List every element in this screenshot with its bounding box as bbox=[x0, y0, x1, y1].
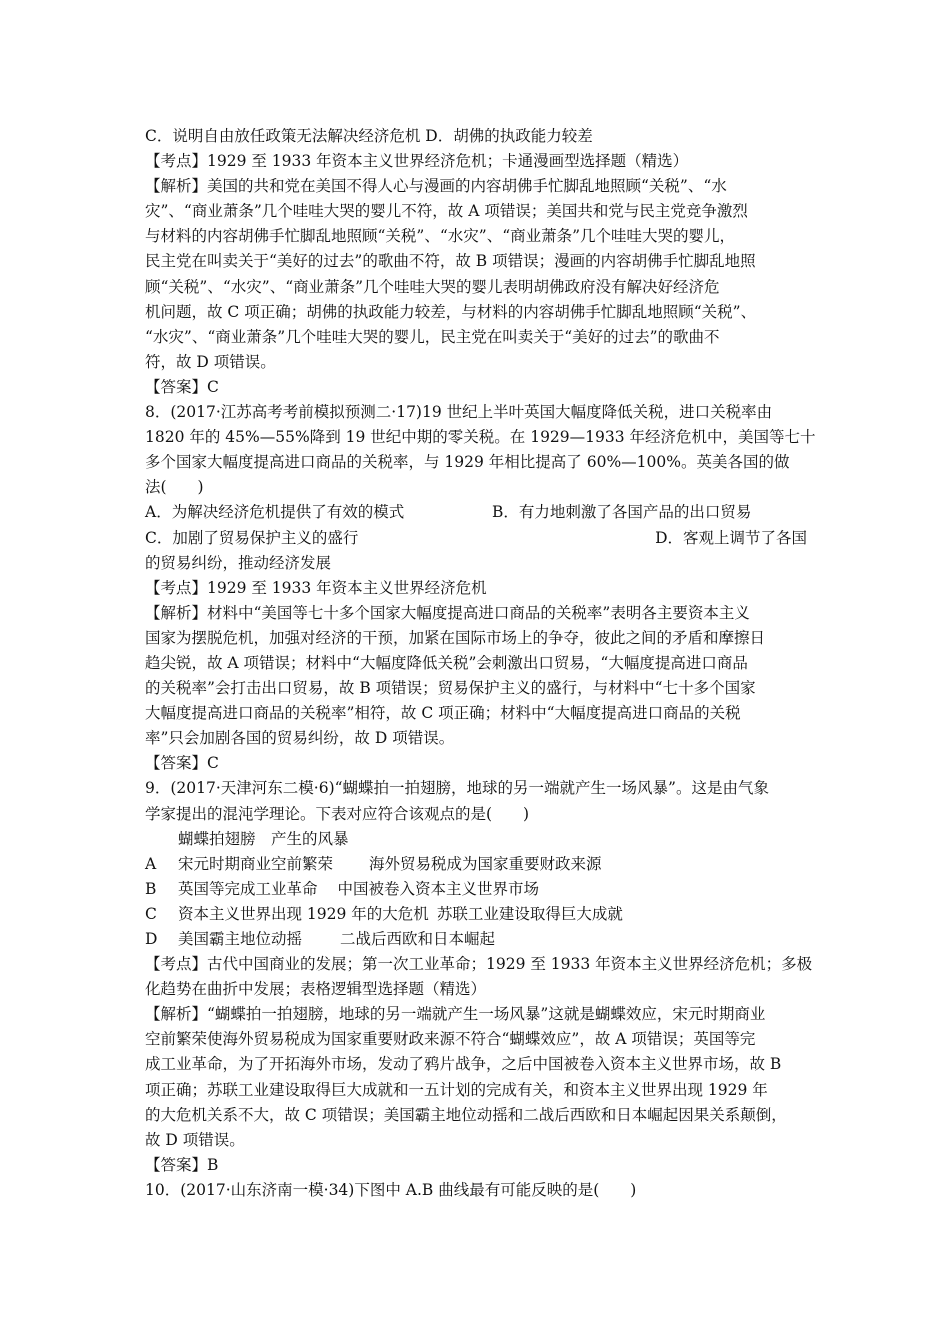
question-7-jiexi-line: “水灾”、“商业萧条”几个哇哇大哭的婴儿，民主党在叫卖关于“美好的过去”的歌曲不 bbox=[145, 327, 720, 346]
row-cause: 宋元时期商业空前繁荣 bbox=[178, 854, 334, 873]
row-label: C bbox=[145, 904, 157, 923]
question-8-jiexi-line: 大幅度提高进口商品的关税率”相符，故 C 项正确；材料中“大幅度提高进口商品的关税 bbox=[145, 704, 741, 723]
question-9-jiexi-line: 的大危机关系不大，故 C 项错误；美国霸主地位动摇和二战后西欧和日本崛起因果关系颠倒， bbox=[145, 1105, 787, 1124]
row-effect: 中国被卷入资本主义世界市场 bbox=[337, 879, 540, 898]
question-8-jiexi-line: 的关税率”会打击出口贸易，故 B 项错误；贸易保护主义的盛行，与材料中“七十多个国家 bbox=[145, 679, 756, 698]
row-cause: 英国等完成工业革命 bbox=[178, 879, 318, 898]
row-cause: 美国霸主地位动摇 bbox=[178, 930, 303, 948]
question-9-answer: 【答案】B bbox=[145, 1155, 219, 1174]
row-label: A bbox=[145, 854, 157, 873]
question-10-stem: 10．(2017·山东济南一模·34)下图中 A.B 曲线最有可能反映的是( ) bbox=[145, 1180, 637, 1199]
question-9-jiexi-line: 故 D 项错误。 bbox=[145, 1130, 245, 1149]
table-row bbox=[145, 927, 815, 952]
question-9-stem-line: 9．(2017·天津河东二模·6)“蝴蝶拍一拍翅膀，地球的另一端就产生一场风暴”。这是由气象 bbox=[145, 779, 769, 798]
question-7-jiexi-line: 【解析】美国的共和党在美国不得人心与漫画的内容胡佛手忙脚乱地照顾“关税”、“水 bbox=[145, 177, 727, 196]
row-effect: 苏联工业建设取得巨大成就 bbox=[436, 904, 623, 923]
table-row bbox=[145, 902, 815, 927]
question-8-answer: 【答案】C bbox=[145, 754, 219, 773]
question-8-jiexi-line: 国家为摆脱危机，加强对经济的干预，加紧在国际市场上的争夺，彼此之间的矛盾和摩擦日 bbox=[145, 628, 766, 647]
question-8-stem-line: 法( ) bbox=[145, 478, 204, 497]
question-9-stem-line: 学家提出的混沌学理论。下表对应符合该观点的是( ) bbox=[145, 804, 530, 823]
option-b: B．有力地刺激了各国产品的出口贸易 bbox=[492, 503, 752, 522]
question-7-jiexi-line: 顾“关税”、“水灾”、“商业萧条”几个哇哇大哭的婴儿表明胡佛政府没有解决好经济危 bbox=[145, 277, 720, 296]
question-9-jiexi-line: 【解析】“蝴蝶拍一拍翅膀，地球的另一端就产生一场风暴”这就是蝴蝶效应，宋元时期商业 bbox=[145, 1005, 766, 1024]
row-label: D bbox=[145, 930, 158, 948]
question-9-jiexi-line: 成工业革命，为了开拓海外市场，发动了鸦片战争，之后中国被卷入资本主义世界市场，故 B bbox=[145, 1055, 782, 1074]
question-7-jiexi-line: 与材料的内容胡佛手忙脚乱地照顾“关税”、“水灾”、“商业萧条”几个哇哇大哭的婴儿， bbox=[145, 227, 736, 246]
question-7-jiexi-line: 灾”、“商业萧条”几个哇哇大哭的婴儿不符，故 A 项错误；美国共和党与民主党竞争激烈 bbox=[145, 202, 748, 221]
question-8-options-cd bbox=[145, 526, 815, 551]
document-page bbox=[145, 124, 815, 1203]
question-7-jiexi-line: 符，故 D 项错误。 bbox=[145, 352, 276, 371]
row-label: B bbox=[145, 879, 157, 898]
row-cause: 资本主义世界出现 1929 年的大危机 bbox=[178, 904, 429, 923]
question-8-kaodian: 【考点】1929 至 1933 年资本主义世界经济危机 bbox=[145, 578, 487, 597]
question-8-stem-line: 8．(2017·江苏高考考前模拟预测二·17)19 世纪上半叶英国大幅度降低关税，进口关税率由 bbox=[145, 403, 773, 422]
question-8-jiexi-line: 率”只会加剧各国的贸易纠纷，故 D 项错误。 bbox=[145, 729, 455, 748]
question-7-answer: 【答案】C bbox=[145, 377, 219, 396]
question-7-jiexi-line: 民主党在叫卖关于“美好的过去”的歌曲不符，故 B 项错误；漫画的内容胡佛手忙脚乱地照 bbox=[145, 252, 756, 271]
table-row bbox=[145, 852, 815, 877]
question-9-kaodian-line: 【考点】古代中国商业的发展；第一次工业革命；1929 至 1933 年资本主义世界经济危机；多极 bbox=[145, 955, 813, 974]
option-d-continued: 的贸易纠纷，推动经济发展 bbox=[145, 553, 332, 572]
row-effect: 海外贸易税成为国家重要财政来源 bbox=[369, 854, 602, 873]
option-d: D．客观上调节了各国 bbox=[655, 528, 807, 547]
question-8-jiexi-line: 趋尖锐，故 A 项错误；材料中“大幅度降低关税”会刺激出口贸易，“大幅度提高进口商品 bbox=[145, 653, 748, 672]
option-c: C．加剧了贸易保护主义的盛行 bbox=[145, 528, 359, 547]
question-8-options-ab bbox=[145, 500, 815, 525]
question-8-stem-line: 1820 年的 45%—55%降到 19 世纪中期的零关税。在 1929—1933 年经济危机中，美国等七十 bbox=[145, 428, 816, 447]
question-7-kaodian: 【考点】1929 至 1933 年资本主义世界经济危机；卡通漫画型选择题（精选） bbox=[145, 152, 689, 171]
option-a: A．为解决经济危机提供了有效的模式 bbox=[145, 503, 405, 522]
question-7-jiexi-line: 机问题，故 C 项正确；胡佛的执政能力较差，与材料的内容胡佛手忙脚乱地照顾“关税”、 bbox=[145, 302, 757, 321]
question-9-jiexi-line: 空前繁荣使海外贸易税成为国家重要财政来源不符合“蝴蝶效应”，故 A 项错误；英国等完 bbox=[145, 1030, 756, 1049]
question-8-jiexi-line: 【解析】材料中“美国等七十多个国家大幅度提高进口商品的关税率”表明各主要资本主义 bbox=[145, 603, 750, 622]
question-9-kaodian-line: 化趋势在曲折中发展；表格逻辑型选择题（精选） bbox=[145, 980, 487, 999]
question-9-table-header: 蝴蝶拍翅膀 产生的风暴 bbox=[178, 829, 349, 848]
question-9-jiexi-line: 项正确；苏联工业建设取得巨大成就和一五计划的完成有关，和资本主义世界出现 1929 年 bbox=[145, 1080, 768, 1099]
question-7-options-cd: C．说明自由放任政策无法解决经济危机 D．胡佛的执政能力较差 bbox=[145, 127, 593, 145]
table-row bbox=[145, 877, 815, 902]
row-effect: 二战后西欧和日本崛起 bbox=[340, 930, 496, 948]
question-8-stem-line: 多个国家大幅度提高进口商品的关税率，与 1929 年相比提高了 60%—100%。英美各国的做 bbox=[145, 453, 790, 472]
